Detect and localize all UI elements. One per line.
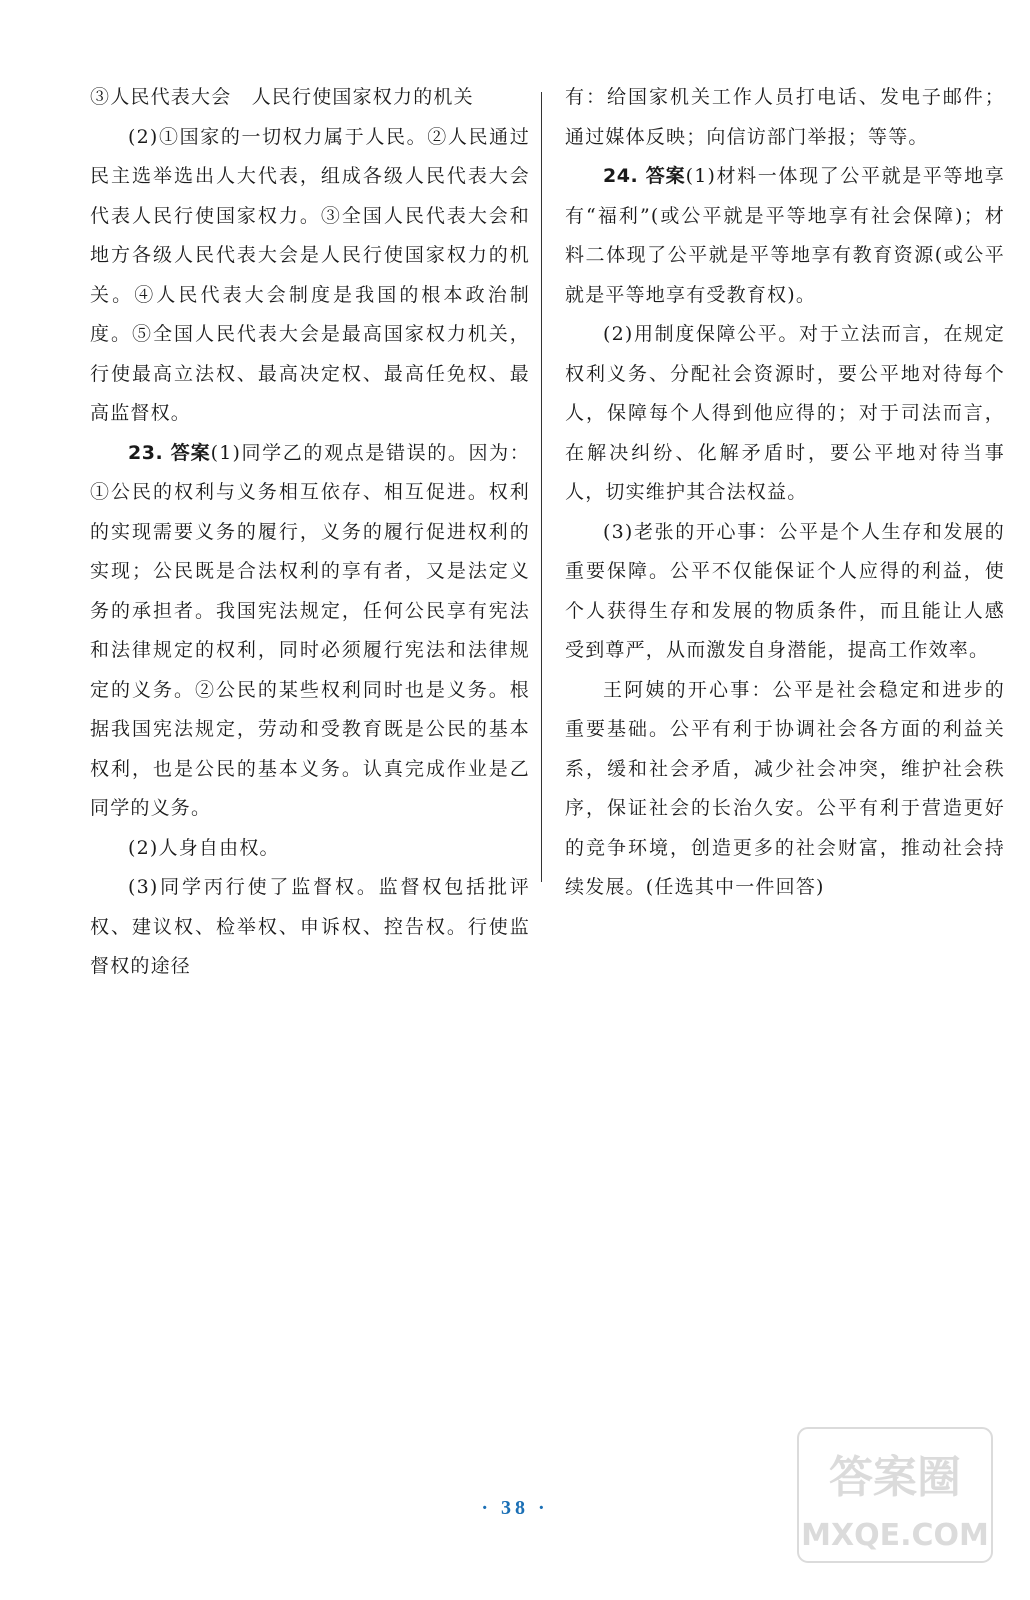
left-para-5: (3)同学丙行使了监督权。监督权包括批评权、建议权、检举权、申诉权、控告权。行使监督权的途径 (90, 876, 530, 977)
left-para-2: (2)①国家的一切权力属于人民。②人民通过民主选举选出人大代表，组成各级人民代表大会代表人民行使国家权力。③全国人民代表大会和地方各级人民代表大会是人民行使国家权力的机关。④人民代表大会制度是我国的根本政治制度。⑤全国人民代表大会是最高国家权力机关，行使最高立法权、最高决定权、最高任免权、最高监督权。 (90, 125, 530, 424)
q24-answer-text: (1)材料一体现了公平就是平等地享有“福利”(或公平就是平等地享有社会保障)；材料二体现了公平就是平等地享有教育资源(或公平就是平等地享有受教育权)。 (565, 165, 1005, 306)
right-para-4: (3)老张的开心事：公平是个人生存和发展的重要保障。公平不仅能保证个人应得的利益，使个人获得生存和发展的物质条件，而且能让人感受到尊严，从而激发自身潜能，提高工作效率。 (565, 520, 1005, 661)
left-para-4: (2)人身自由权。 (128, 836, 280, 859)
q23-answer-text: (1)同学乙的观点是错误的。因为：①公民的权利与义务相互依存、相互促进。权利的实现需要义务的履行，义务的履行促进权利的实现；公民既是合法权利的享有者，又是法定义务的承担者。我国宪法规定，任何公民享有宪法和法律规定的权利，同时必须履行宪法和法律规定的义务。②公民的某些权利同时也是义务。根据我国宪法规定，劳动和受教育既是公民的基本权利，也是公民的基本义务。认真完成作业是乙同学的义务。 (90, 441, 530, 819)
page-number: · 38 · (481, 1497, 549, 1519)
right-para-3: (2)用制度保障公平。对于立法而言，在规定权利义务、分配社会资源时，要公平地对待每个人，保障每个人得到他应得的；对于司法而言，在解决纠纷、化解矛盾时，要公平地对待当事人，切实维护其合法权益。 (565, 323, 1005, 503)
left-para-1: ③人民代表大会 人民行使国家权力的机关 (90, 86, 474, 108)
q23-answer-label: 23. 答案 (128, 441, 211, 464)
q23-answer-para (90, 434, 530, 829)
left-column (90, 78, 530, 987)
column-divider (541, 92, 542, 882)
right-para-1: 有：给国家机关工作人员打电话、发电子邮件；通过媒体反映；向信访部门举报；等等。 (565, 86, 1005, 148)
q24-answer-label: 24. 答案 (603, 165, 686, 187)
q24-answer-para (565, 157, 1005, 315)
watermark-logo (790, 1420, 1000, 1570)
right-para-5: 王阿姨的开心事：公平是社会稳定和进步的重要基础。公平有利于协调社会各方面的利益关系，缓和社会矛盾，减少社会冲突，维护社会秩序，保证社会的长治久安。公平有利于营造更好的竞争环境，创造更多的社会财富，推动社会持续发展。(任选其中一件回答) (565, 678, 1005, 898)
watermark-text-bottom: MXQE.COM (801, 1518, 989, 1553)
watermark-text-top: 答案圈 (829, 1452, 961, 1503)
right-column (565, 78, 1005, 908)
